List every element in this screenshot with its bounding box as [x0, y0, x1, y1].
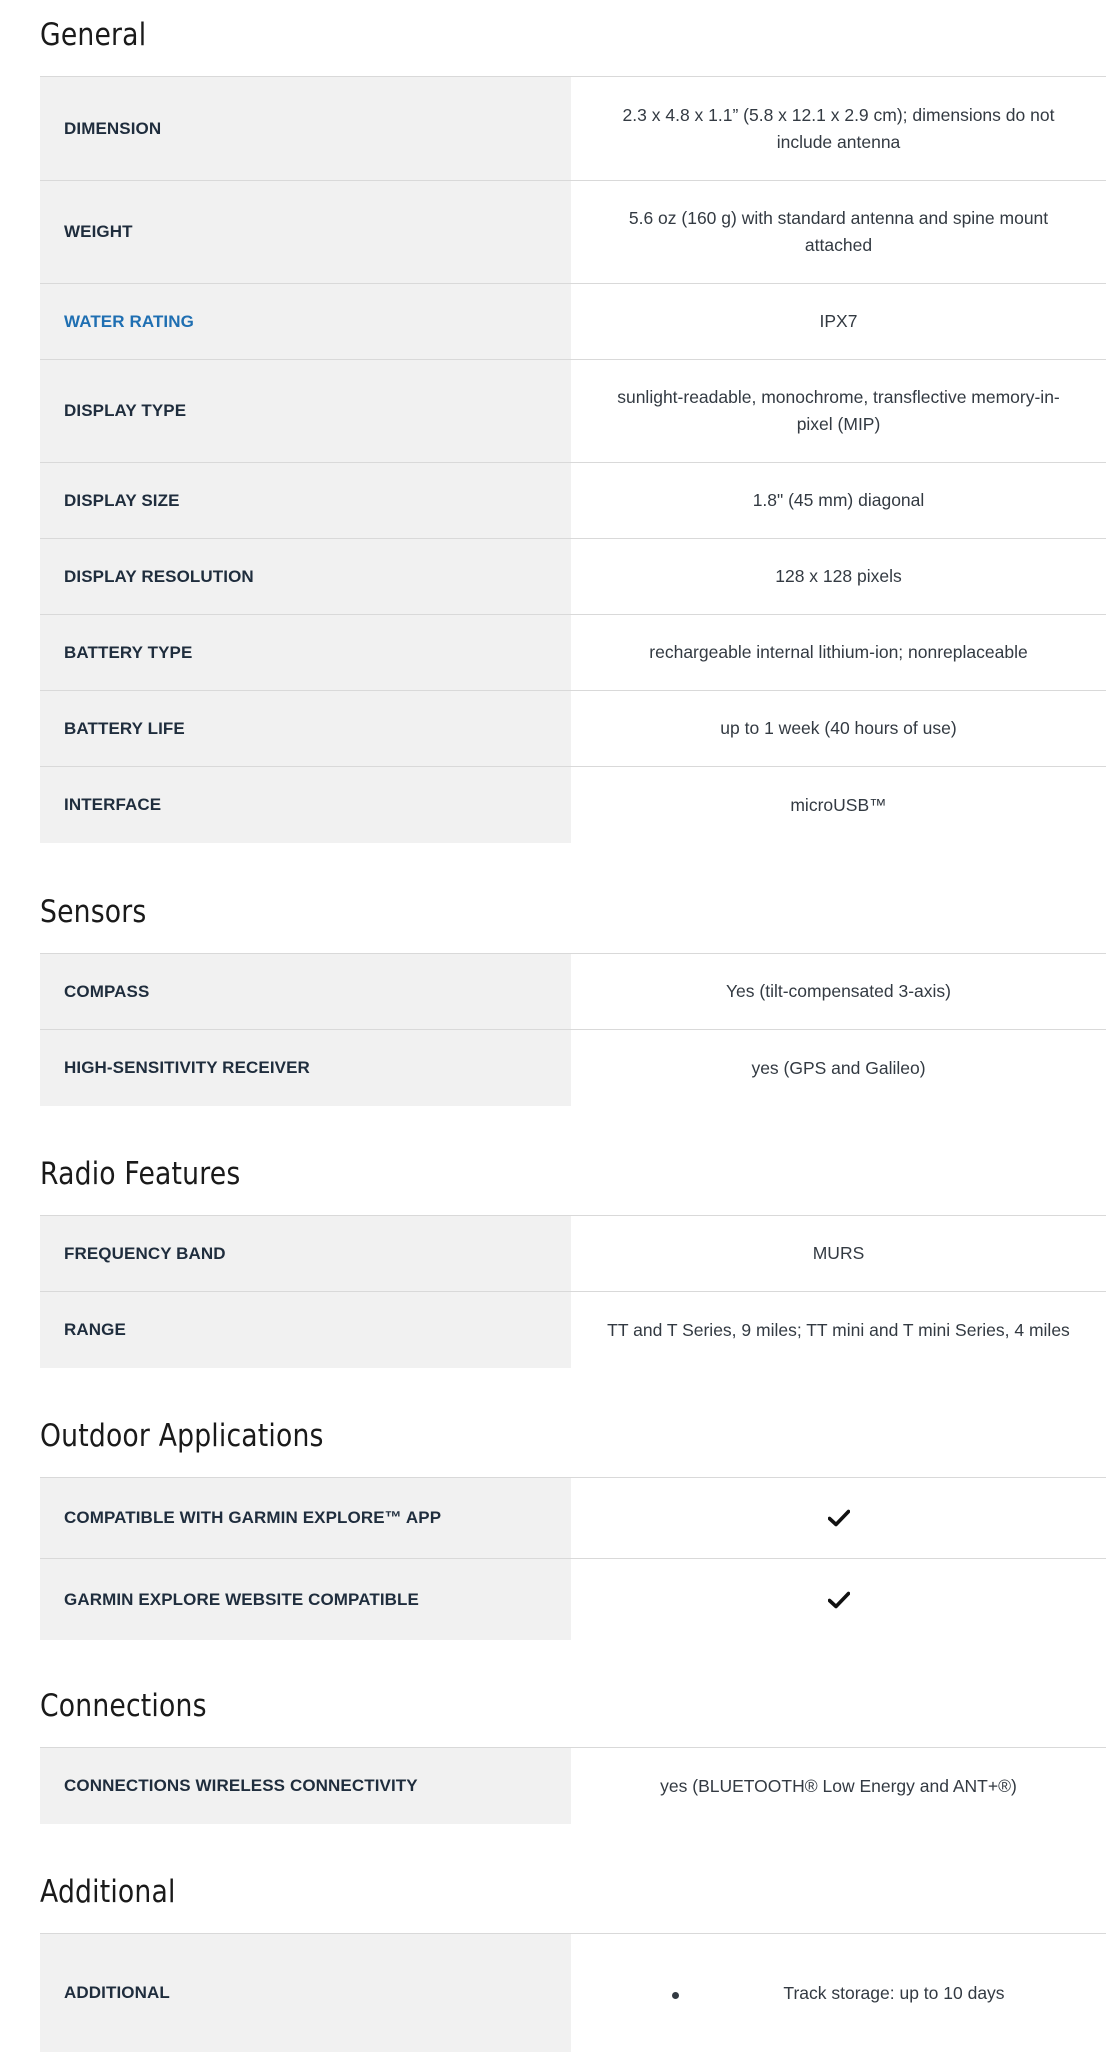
spec-row-interface [40, 767, 1106, 843]
spec-row-weight [40, 181, 1106, 284]
spec-table [40, 1215, 1106, 1368]
spec-label: BATTERY TYPE [40, 615, 571, 690]
section-title: Connections [40, 1688, 207, 1724]
spec-label: ADDITIONAL [40, 1934, 571, 2052]
spec-label: INTERFACE [40, 767, 571, 843]
spec-value: rechargeable internal lithium-ion; nonreplaceable [649, 642, 1028, 662]
spec-value: 1.8" (45 mm) diagonal [752, 490, 925, 510]
spec-label: DISPLAY SIZE [40, 463, 571, 538]
spec-row-wireless-connectivity [40, 1748, 1106, 1824]
checkmark-icon [828, 1591, 850, 1609]
spec-value: IPX7 [819, 311, 858, 331]
spec-table [40, 953, 1106, 1106]
spec-value: up to 1 week (40 hours of use) [720, 718, 957, 738]
spec-label: DISPLAY RESOLUTION [40, 539, 571, 614]
spec-row-display-type [40, 360, 1106, 463]
spec-label: WEIGHT [40, 181, 571, 283]
spec-label: HIGH-SENSITIVITY RECEIVER [40, 1030, 571, 1106]
spec-value: 2.3 x 4.8 x 1.1” (5.8 x 12.1 x 2.9 cm); dimensions do not include antenna [622, 104, 1055, 152]
spec-row-frequency-band [40, 1216, 1106, 1292]
spec-label: GARMIN EXPLORE WEBSITE COMPATIBLE [40, 1559, 571, 1640]
spec-table [40, 1933, 1106, 2052]
spec-label: FREQUENCY BAND [40, 1216, 571, 1291]
spec-value [571, 1934, 1106, 2052]
section-title: Additional [40, 1874, 176, 1910]
section-title: Outdoor Applications [40, 1418, 324, 1454]
spec-row-display-resolution [40, 539, 1106, 615]
spec-value: yes (BLUETOOTH® Low Energy and ANT+®) [660, 1775, 1017, 1796]
spec-table [40, 76, 1106, 843]
spec-value: 128 x 128 pixels [775, 566, 902, 586]
spec-label: CONNECTIONS WIRELESS CONNECTIVITY [40, 1748, 571, 1824]
spec-label: DISPLAY TYPE [40, 360, 571, 462]
spec-label: COMPATIBLE WITH GARMIN EXPLORE™ APP [40, 1478, 571, 1558]
spec-value: yes (GPS and Galileo) [751, 1057, 926, 1078]
spec-value: MURS [812, 1243, 865, 1263]
list-item [605, 1980, 1072, 2007]
spec-row-explore-app [40, 1478, 1106, 1559]
spec-row-range [40, 1292, 1106, 1368]
spec-value: sunlight-readable, monochrome, transflective memory-in-pixel (MIP) [617, 387, 1060, 434]
spec-row-battery-type [40, 615, 1106, 691]
spec-row-water-rating [40, 284, 1106, 360]
spec-row-battery-life [40, 691, 1106, 767]
spec-value: Yes (tilt-compensated 3-axis) [725, 981, 951, 1001]
spec-row-explore-website [40, 1559, 1106, 1640]
spec-row-receiver [40, 1030, 1106, 1106]
section-title: General [40, 17, 147, 53]
list-item-text: Track storage: up to 10 days [783, 1982, 1005, 2003]
section-title: Sensors [40, 894, 147, 930]
spec-value: microUSB™ [790, 794, 887, 815]
spec-value: 5.6 oz (160 g) with standard antenna and spine mount attached [628, 208, 1049, 255]
spec-table [40, 1477, 1106, 1640]
spec-row-compass [40, 954, 1106, 1030]
spec-value: TT and T Series, 9 miles; TT mini and T mini Series, 4 miles [607, 1319, 1070, 1340]
spec-label: RANGE [40, 1292, 571, 1368]
spec-row-display-size [40, 463, 1106, 539]
spec-label: BATTERY LIFE [40, 691, 571, 766]
checkmark-icon [828, 1509, 850, 1527]
spec-row-additional [40, 1934, 1106, 2052]
spec-label: DIMENSION [40, 77, 571, 180]
section-title: Radio Features [40, 1156, 241, 1192]
spec-value [571, 1478, 1106, 1558]
spec-table [40, 1747, 1106, 1824]
spec-label: COMPASS [40, 954, 571, 1029]
bullet-icon [672, 1992, 679, 1999]
spec-value [571, 1559, 1106, 1640]
water-rating-link[interactable]: WATER RATING [40, 284, 571, 359]
spec-row-dimension [40, 77, 1106, 181]
